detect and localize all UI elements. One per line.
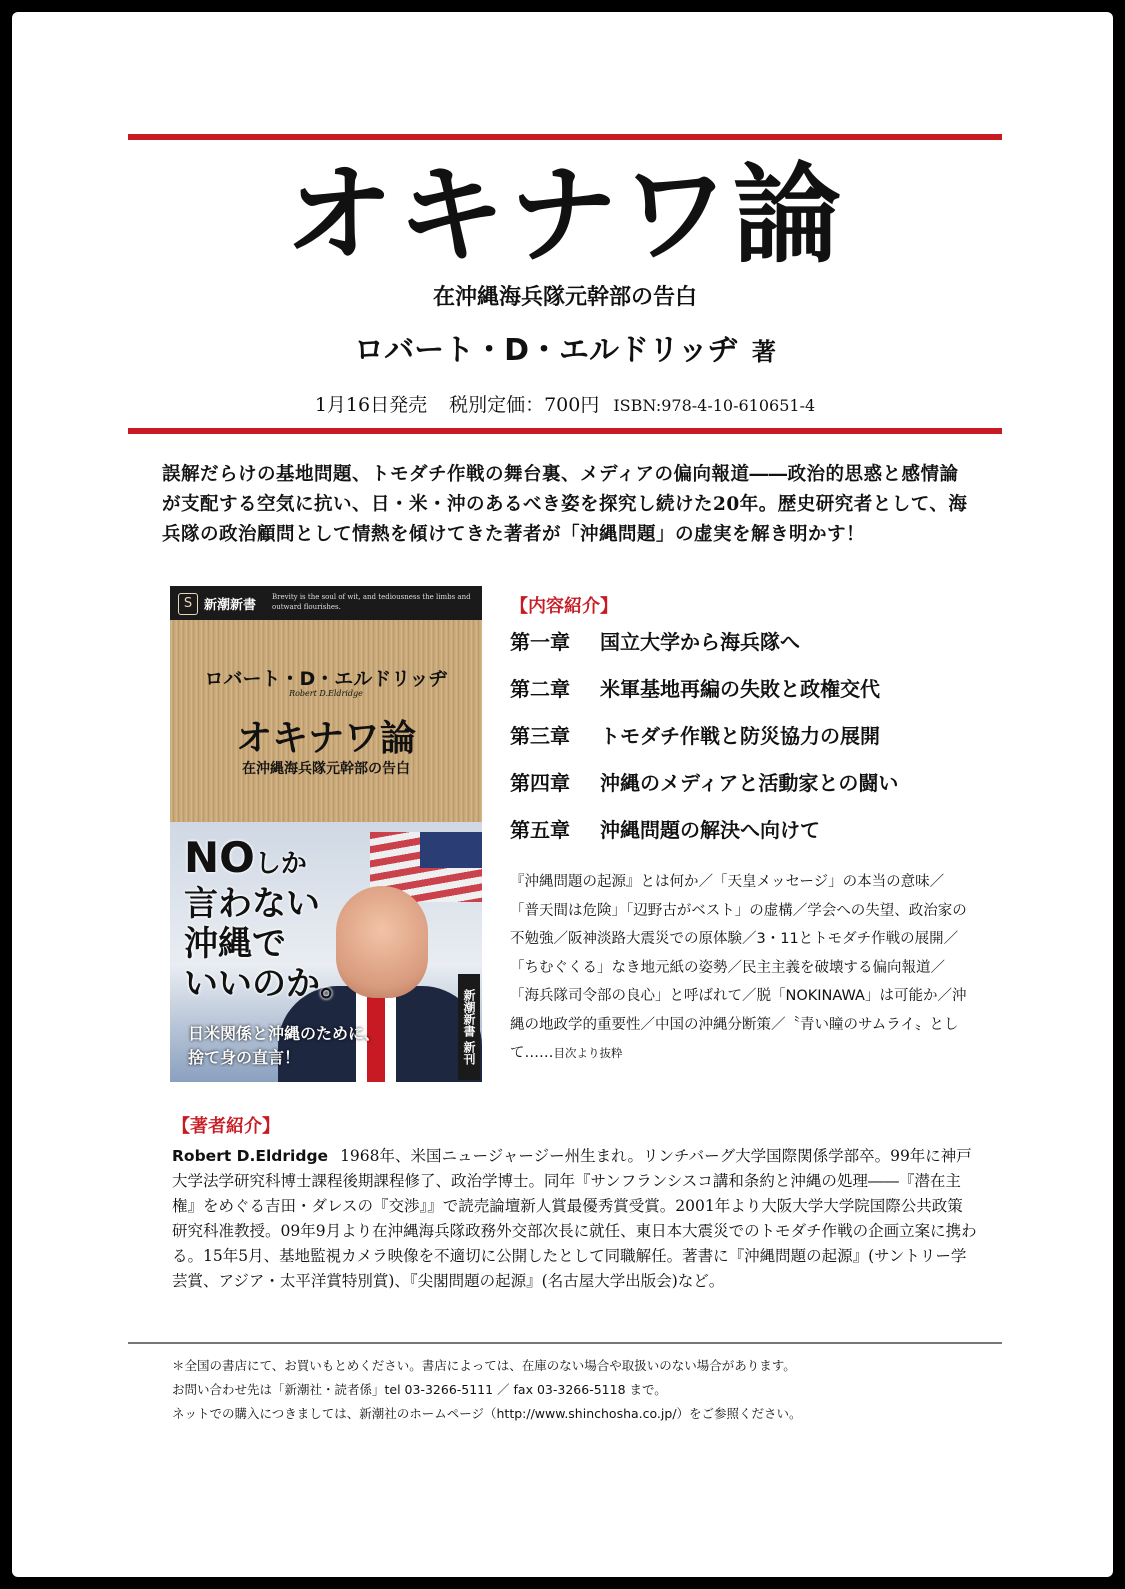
- cover-bottom-line-2: 捨て身の直言！: [188, 1048, 301, 1067]
- publication-info: [128, 390, 1002, 417]
- chapter-list: [510, 626, 970, 861]
- catch-line-4: いいのか。: [184, 964, 354, 1004]
- cover-new-release-tag: 新潮新書 新刊: [458, 974, 480, 1080]
- cover-motto: Brevity is the soul of wit, and tediousness the limbs and outward flourishes.: [272, 593, 471, 611]
- release-date: 1月16日発売: [314, 394, 428, 416]
- author-line: [128, 325, 1002, 369]
- chapter-number: 第二章: [510, 677, 570, 701]
- footer-line-1: ＊全国の書店にて、お買いもとめください。書店によっては、在庫のない場合や取扱いのない場合があります。: [172, 1358, 796, 1373]
- author-profile: [172, 1144, 978, 1294]
- contents-details: [510, 868, 970, 1068]
- cover-catchphrase: [184, 833, 384, 1004]
- chapter-item: [510, 673, 970, 720]
- contents-details-source: 目次より抜粋: [553, 1046, 623, 1060]
- price: 税別定価：700円: [449, 394, 600, 416]
- author-profile-name: Robert D.Eldridge: [172, 1147, 329, 1165]
- chapter-title: トモダチ作戦と防災協力の展開: [600, 724, 880, 748]
- footer: [172, 1354, 978, 1426]
- chapter-item: [510, 626, 970, 673]
- cover-upper-panel: [170, 586, 482, 822]
- mid-red-rule: [128, 428, 1002, 434]
- flyer-page: [12, 12, 1113, 1577]
- book-cover: [170, 586, 482, 1082]
- chapter-item: [510, 720, 970, 767]
- cover-bottom-line-1: 日米関係と沖縄のために、: [188, 1024, 381, 1043]
- footer-line-2: お問い合わせ先は「新潮社・読者係」tel 03-3266-5111 ／ fax 03-3266-5118 まで。: [172, 1382, 667, 1397]
- author-suffix: 著: [751, 338, 776, 366]
- shinchosha-logo-icon: S: [178, 593, 198, 615]
- footer-line-3: ネットでの購入につきましては、新潮社のホームページ（http://www.shinchosha.co.jp/）をご参照ください。: [172, 1406, 802, 1421]
- isbn: ISBN:978-4-10-610651-4: [613, 396, 816, 415]
- catch-line-2: 言わない: [184, 884, 320, 924]
- author-profile-label: 【著者紹介】: [172, 1116, 280, 1137]
- author-profile-bio: 1968年、米国ニュージャージー州生まれ。リンチバーグ大学国際関係学部卒。99年に神戸大学法学研究科博士課程後期課程修了、政治学博士。同年『サンフランシスコ講和条約と沖縄の処理――『潜在主権』をめぐる吉田・ダレスの『交渉』』で読売論壇新人賞最優秀賞受賞。2001年より大阪大学大学院国際公共政策研究科准教授。09年9月より在沖縄海兵隊政務外交部次長に就任、東日本大震災でのトモダチ作戦の企画立案に携わる。15年5月、基地監視カメラ映像を不適切に公開したとして同職解任。著書に『沖縄問題の起源』(サントリー学芸賞、アジア・太平洋賞特別賞)、『尖閣問題の起源』(名古屋大学出版会)など。: [172, 1147, 977, 1290]
- chapter-title: 沖縄問題の解決へ向けて: [600, 818, 820, 842]
- contents-label: 【内容紹介】: [510, 596, 618, 617]
- author-name: ロバート・D・エルドリッヂ: [354, 333, 738, 368]
- chapter-item: [510, 814, 970, 861]
- chapter-title: 沖縄のメディアと活動家との闘い: [600, 771, 899, 795]
- book-subtitle: 在沖縄海兵隊元幹部の告白: [432, 285, 697, 310]
- chapter-title: 米軍基地再編の失敗と政権交代: [600, 677, 880, 701]
- footer-divider: [128, 1342, 1002, 1344]
- cover-author: ロバート・D・エルドリッヂ: [204, 668, 448, 690]
- flag-canton: [420, 832, 482, 868]
- chapter-number: 第五章: [510, 818, 570, 842]
- chapter-item: [510, 767, 970, 814]
- contents-details-text: 『沖縄問題の起源』とは何か／「天皇メッセージ」の本当の意味／「普天間は危険」「辺野古がベスト」の虚構／学会への失望、政治家の不勉強／阪神淡路大震災での原体験／3・11とトモダチ作戦の展開／「ちむぐくる」なき地元紙の姿勢／民主主義を破壊する偏向報道／「海兵隊司令部の良心」と呼ばれて／脱「NOKINAWA」は可能か／沖縄の地政学的重要性／中国の沖縄分断策／〝青い瞳のサムライ〟として……: [510, 874, 967, 1061]
- chapter-title: 国立大学から海兵隊へ: [600, 630, 800, 654]
- cover-bottom-text: [188, 1022, 438, 1070]
- chapter-number: 第四章: [510, 771, 570, 795]
- cover-title: オキナワ論: [235, 717, 416, 759]
- cover-series-name: 新潮新書: [204, 598, 257, 613]
- book-title: オキナワ論: [284, 152, 845, 278]
- cover-author-english: Robert D.Eldridge: [289, 689, 363, 698]
- top-red-rule: [128, 134, 1002, 140]
- catch-line-3: 沖縄で: [184, 924, 286, 964]
- chapter-number: 第一章: [510, 630, 570, 654]
- catch-no: NO: [184, 833, 255, 882]
- cover-subtitle: 在沖縄海兵隊元幹部の告白: [242, 761, 410, 777]
- lead-paragraph: 誤解だらけの基地問題、トモダチ作戦の舞台裏、メディアの偏向報道――政治的思惑と感情論が支配する空気に抗い、日・米・沖のあるべき姿を探究し続けた20年。歴史研究者として、海兵隊の政治顧問として情熱を傾けてきた著者が「沖縄問題」の虚実を解き明かす！: [162, 464, 968, 545]
- catch-line-1: しか: [254, 849, 307, 879]
- chapter-number: 第三章: [510, 724, 570, 748]
